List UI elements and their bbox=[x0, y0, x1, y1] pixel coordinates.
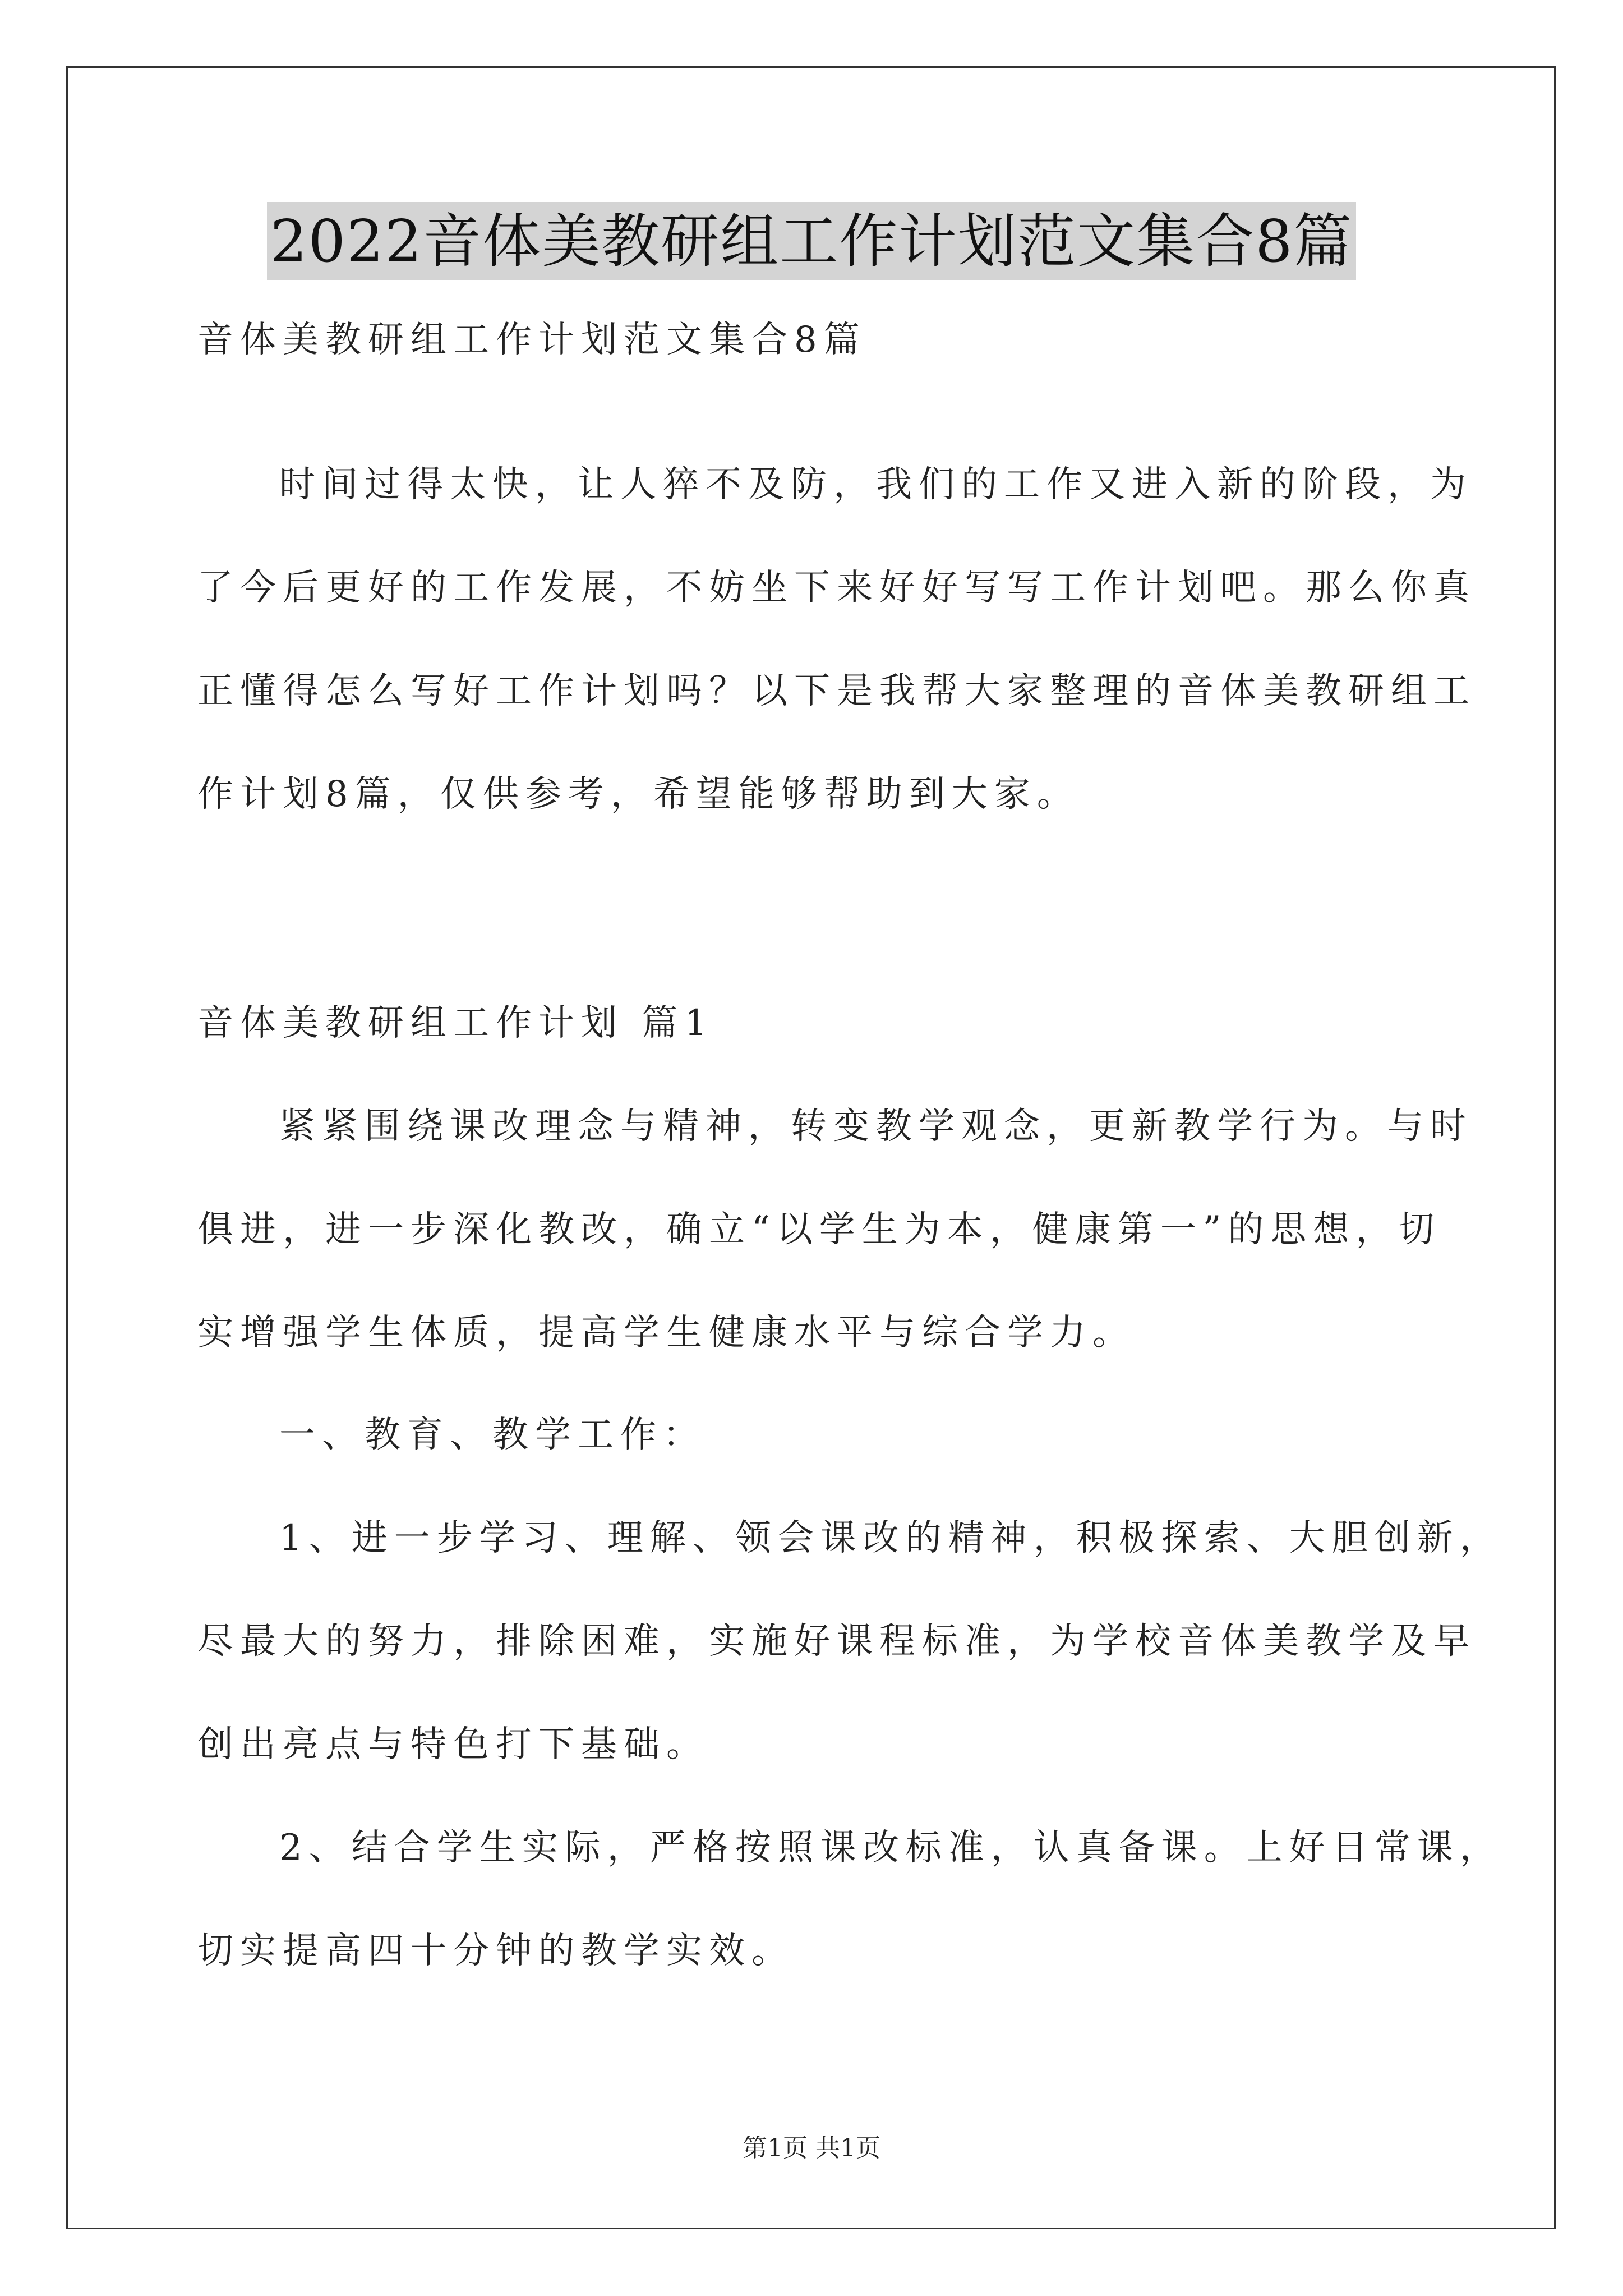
para1-line-1: 紧紧围绕课改理念与精神，转变教学观念，更新教学行为。与时 bbox=[279, 1106, 1473, 1147]
document-subtitle: 音体美教研组工作计划范文集合8篇 bbox=[197, 319, 866, 361]
item1-line-2: 尽最大的努力，排除困难，实施好课程标准，为学校音体美教学及早 bbox=[197, 1621, 1476, 1662]
item2-line-1: 2、结合学生实际，严格按照课改标准，认真备课。上好日常课， bbox=[279, 1827, 1502, 1869]
item1-line-1: 1、进一步学习、理解、领会课改的精神，积极探索、大胆创新， bbox=[279, 1517, 1502, 1559]
intro-line-1: 时间过得太快，让人猝不及防，我们的工作又进入新的阶段，为 bbox=[279, 464, 1473, 505]
item2-line-2: 切实提高四十分钟的教学实效。 bbox=[197, 1930, 794, 1972]
intro-line-3: 正懂得怎么写好工作计划吗？以下是我帮大家整理的音体美教研组工 bbox=[197, 670, 1476, 712]
intro-line-4: 作计划8篇，仅供参考，希望能够帮助到大家。 bbox=[197, 774, 1080, 815]
para1-line-3: 实增强学生体质，提高学生健康水平与综合学力。 bbox=[197, 1312, 1135, 1354]
document-title: 2022音体美教研组工作计划范文集合8篇 bbox=[267, 202, 1357, 280]
para1-line-2: 俱进，进一步深化教改，确立“以学生为本，健康第一”的思想，切 bbox=[197, 1209, 1441, 1250]
page-number: 第1页 共1页 bbox=[743, 2134, 880, 2162]
intro-line-2: 了今后更好的工作发展，不妨坐下来好好写写工作计划吧。那么你真 bbox=[197, 567, 1476, 609]
item-heading: 一、教育、教学工作： bbox=[279, 1414, 706, 1456]
section-heading: 音体美教研组工作计划 篇1 bbox=[197, 1002, 714, 1044]
item1-line-3: 创出亮点与特色打下基础。 bbox=[197, 1724, 709, 1765]
title-container bbox=[0, 202, 1623, 280]
